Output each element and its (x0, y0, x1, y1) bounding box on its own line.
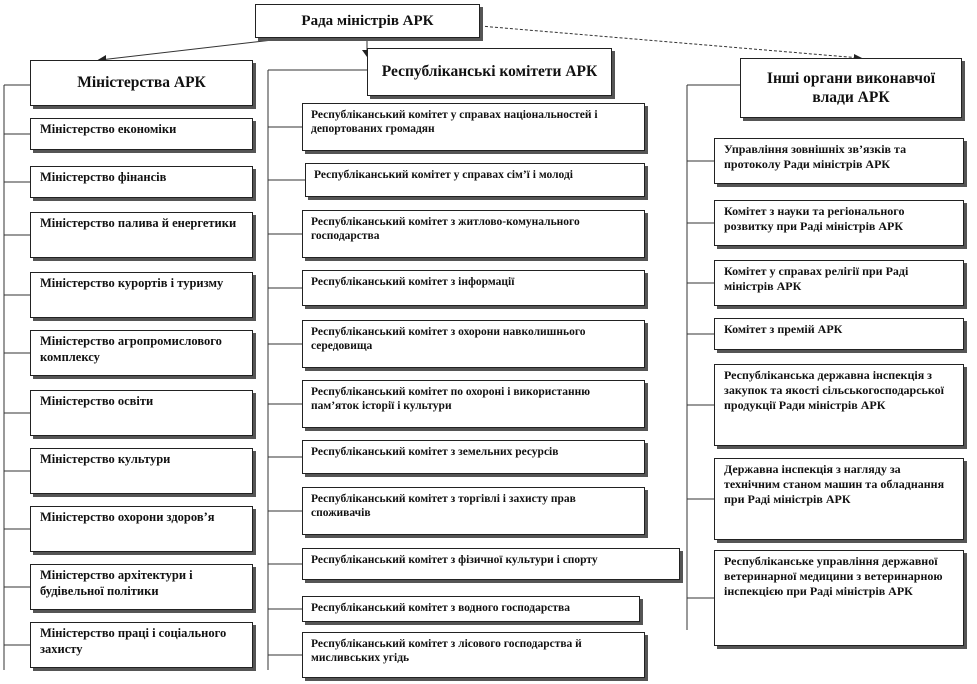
committee-label: Республіканський комітет з фізичної культури і спорту (311, 554, 598, 566)
committee-label: Республіканський комітет по охороні і використанню пам’яток історії і культури (311, 386, 591, 413)
committee-item (302, 270, 645, 306)
other-body-item (714, 458, 964, 540)
ministry-label: Міністерство архітектури і будівельної політики (40, 568, 193, 598)
ministry-label: Міністерство палива й енергетики (40, 216, 237, 230)
ministry-label: Міністерство культури (40, 452, 171, 466)
ministries-header (30, 60, 253, 106)
committee-label: Республіканський комітет з земельних ресурсів (311, 446, 559, 458)
committee-item (302, 103, 645, 151)
other-bodies-header-label: Інші органи виконавчої влади АРК (766, 69, 936, 106)
committee-item (302, 440, 645, 474)
committee-item (302, 487, 645, 535)
other-body-item (714, 318, 964, 350)
committee-label: Республіканський комітет з лісового господарства й мисливських угідь (311, 638, 582, 665)
ministry-item (30, 330, 253, 376)
council-of-ministers-box (255, 4, 480, 38)
ministry-label: Міністерство фінансів (40, 170, 167, 184)
ministry-label: Міністерство агропромислового комплексу (40, 334, 222, 364)
ministry-label: Міністерство економіки (40, 122, 177, 136)
ministry-item (30, 166, 253, 198)
ministry-item (30, 622, 253, 668)
committee-item (302, 548, 680, 580)
committee-item (302, 596, 640, 622)
ministry-item (30, 448, 253, 494)
other-body-label: Комітет з науки та регіонального розвитку при Раді міністрів АРК (724, 204, 905, 233)
other-bodies-header (740, 58, 962, 118)
ministries-header-label: Міністерства АРК (77, 74, 206, 92)
ministry-item (30, 212, 253, 258)
ministry-item (30, 118, 253, 150)
ministry-item (30, 390, 253, 436)
ministry-item (30, 272, 253, 318)
committee-label: Республіканський комітет з житлово-комунального господарства (311, 216, 580, 243)
committee-item (302, 320, 645, 368)
committee-item (302, 380, 645, 428)
other-body-label: Республіканське управління державної ветеринарної медицини з ветеринарною інспекцією при Раді міністрів АРК (724, 554, 943, 598)
other-body-label: Комітет у справах релігії при Раді міністрів АРК (724, 264, 909, 293)
other-body-item (714, 550, 964, 646)
committee-item (302, 632, 645, 678)
committee-label: Республіканський комітет у справах національностей і депортованих громадян (311, 109, 598, 136)
council-title: Рада міністрів АРК (301, 13, 434, 29)
committees-header-label: Республіканські комітети АРК (381, 63, 598, 81)
committee-label: Республіканський комітет з охорони навколишнього середовища (311, 326, 586, 353)
other-body-item (714, 260, 964, 306)
ministry-label: Міністерство праці і соціального захисту (40, 626, 227, 656)
committee-item (305, 163, 645, 197)
other-body-label: Республіканська державна інспекція з закупок та якості сільськогосподарської продукції Ради міністрів АРК (724, 368, 944, 412)
other-body-item (714, 138, 964, 184)
arrow-to-ministries (100, 38, 290, 60)
other-body-item (714, 364, 964, 446)
ministry-label: Міністерство охорони здоров’я (40, 510, 215, 524)
committee-label: Республіканський комітет з інформації (311, 276, 515, 288)
committees-header (367, 48, 612, 96)
committee-label: Республіканський комітет з торгівлі і захисту прав споживачів (311, 493, 576, 520)
ministry-label: Міністерство курортів і туризму (40, 276, 224, 290)
ministry-item (30, 564, 253, 610)
committee-label: Республіканський комітет з водного господарства (311, 602, 570, 614)
committee-label: Республіканський комітет у справах сім’ї і молоді (314, 169, 573, 181)
ministry-label: Міністерство освіти (40, 394, 154, 408)
other-body-item (714, 200, 964, 246)
committee-item (302, 210, 645, 258)
other-body-label: Державна інспекція з нагляду за технічним станом машин та обладнання при Раді міністрів АРК (724, 462, 945, 506)
ministry-item (30, 506, 253, 552)
other-body-label: Управління зовнішніх зв’язків та протоколу Ради міністрів АРК (724, 142, 907, 171)
other-body-label: Комітет з премій АРК (724, 322, 843, 336)
